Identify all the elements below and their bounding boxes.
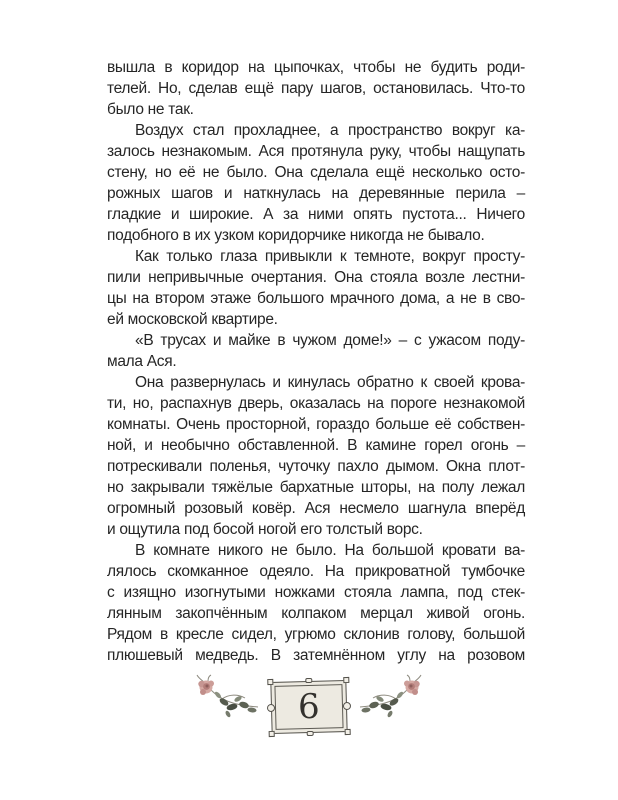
text-line: телей. Но, сделав ещё пару шагов, остановилась. Что-то: [107, 80, 525, 97]
text-line: ной, и необычно обставленной. В камине горел огонь –: [107, 437, 525, 454]
text-line: потрескивали поленья, чуточку пахло дымом. Окна плот-: [107, 458, 525, 475]
frame-corner-ornament: [343, 677, 349, 683]
text-line: Она развернулась и кинулась обратно к своей крова-: [135, 374, 525, 391]
text-line: В комнате никого не было. На большой кровати ва-: [135, 542, 525, 559]
text-line: лянным закопчённым колпаком мерцал живой огонь.: [107, 605, 525, 622]
page-text: [107, 57, 525, 666]
text-line: гладкие и широкие. А за ними опять пустота... Ничего: [107, 206, 525, 223]
frame-corner-ornament: [269, 731, 275, 737]
page-number-frame: [267, 677, 350, 737]
text-line: вышла в коридор на цыпочках, чтобы не будить роди-: [107, 59, 525, 76]
frame-corner-ornament: [345, 729, 351, 735]
page-number: 6: [297, 686, 320, 728]
frame-top-knob: [305, 678, 312, 683]
text-line: комнаты. Очень просторной, гораздо больше её собствен-: [107, 416, 525, 433]
text-line: стену, но её не было. Она сделала ещё несколько осто-: [107, 164, 525, 181]
text-line: огромный розовый ковёр. Ася несмело шагнула вперёд: [107, 500, 525, 517]
text-line: и ощутила под босой ногой его толстый ворс.: [107, 521, 423, 538]
frame-side-knob: [343, 702, 351, 710]
frame-corner-ornament: [267, 679, 273, 685]
page-footer: [0, 674, 618, 736]
floral-ornament-left: [194, 674, 264, 732]
text-line: с изящно изогнутыми ножками стояла лампа, под стек-: [107, 584, 525, 601]
text-line: было не так.: [107, 101, 194, 118]
text-line: рожных шагов и наткнулась на деревянные перила –: [107, 185, 525, 202]
text-line: «В трусах и майке в чужом доме!» – с ужасом поду-: [135, 332, 525, 349]
text-line: лялось скомканное одеяло. На прикроватной тумбочке: [107, 563, 525, 580]
text-line: плюшевый медведь. В затемнённом углу на розовом: [107, 647, 525, 664]
text-line: но закрывали тяжёлые бархатные шторы, на полу лежал: [107, 479, 525, 496]
text-line: Воздух стал прохладнее, а пространство вокруг ка-: [135, 122, 525, 139]
page-number-frame-border: [270, 680, 347, 734]
text-line: мала Ася.: [107, 353, 177, 370]
text-line: ей московской квартире.: [107, 311, 278, 328]
text-line: подобного в их узком коридорчике никогда не бывало.: [107, 227, 485, 244]
frame-bottom-knob: [306, 731, 313, 736]
text-line: Рядом в кресле сидел, угрюмо склонив голову, большой: [107, 626, 525, 643]
text-line: цы на втором этаже большого мрачного дома, а не в сво-: [107, 290, 525, 307]
floral-ornament-right: [354, 674, 424, 732]
text-line: пили непривычные очертания. Она стояла возле лестни-: [107, 269, 525, 286]
text-line: Как только глаза привыкли к темноте, вокруг просту-: [135, 248, 525, 265]
text-line: залось незнакомым. Ася протянула руку, чтобы нащупать: [107, 143, 525, 160]
text-line: ти, но, распахнув дверь, оказалась на пороге незнакомой: [107, 395, 525, 412]
